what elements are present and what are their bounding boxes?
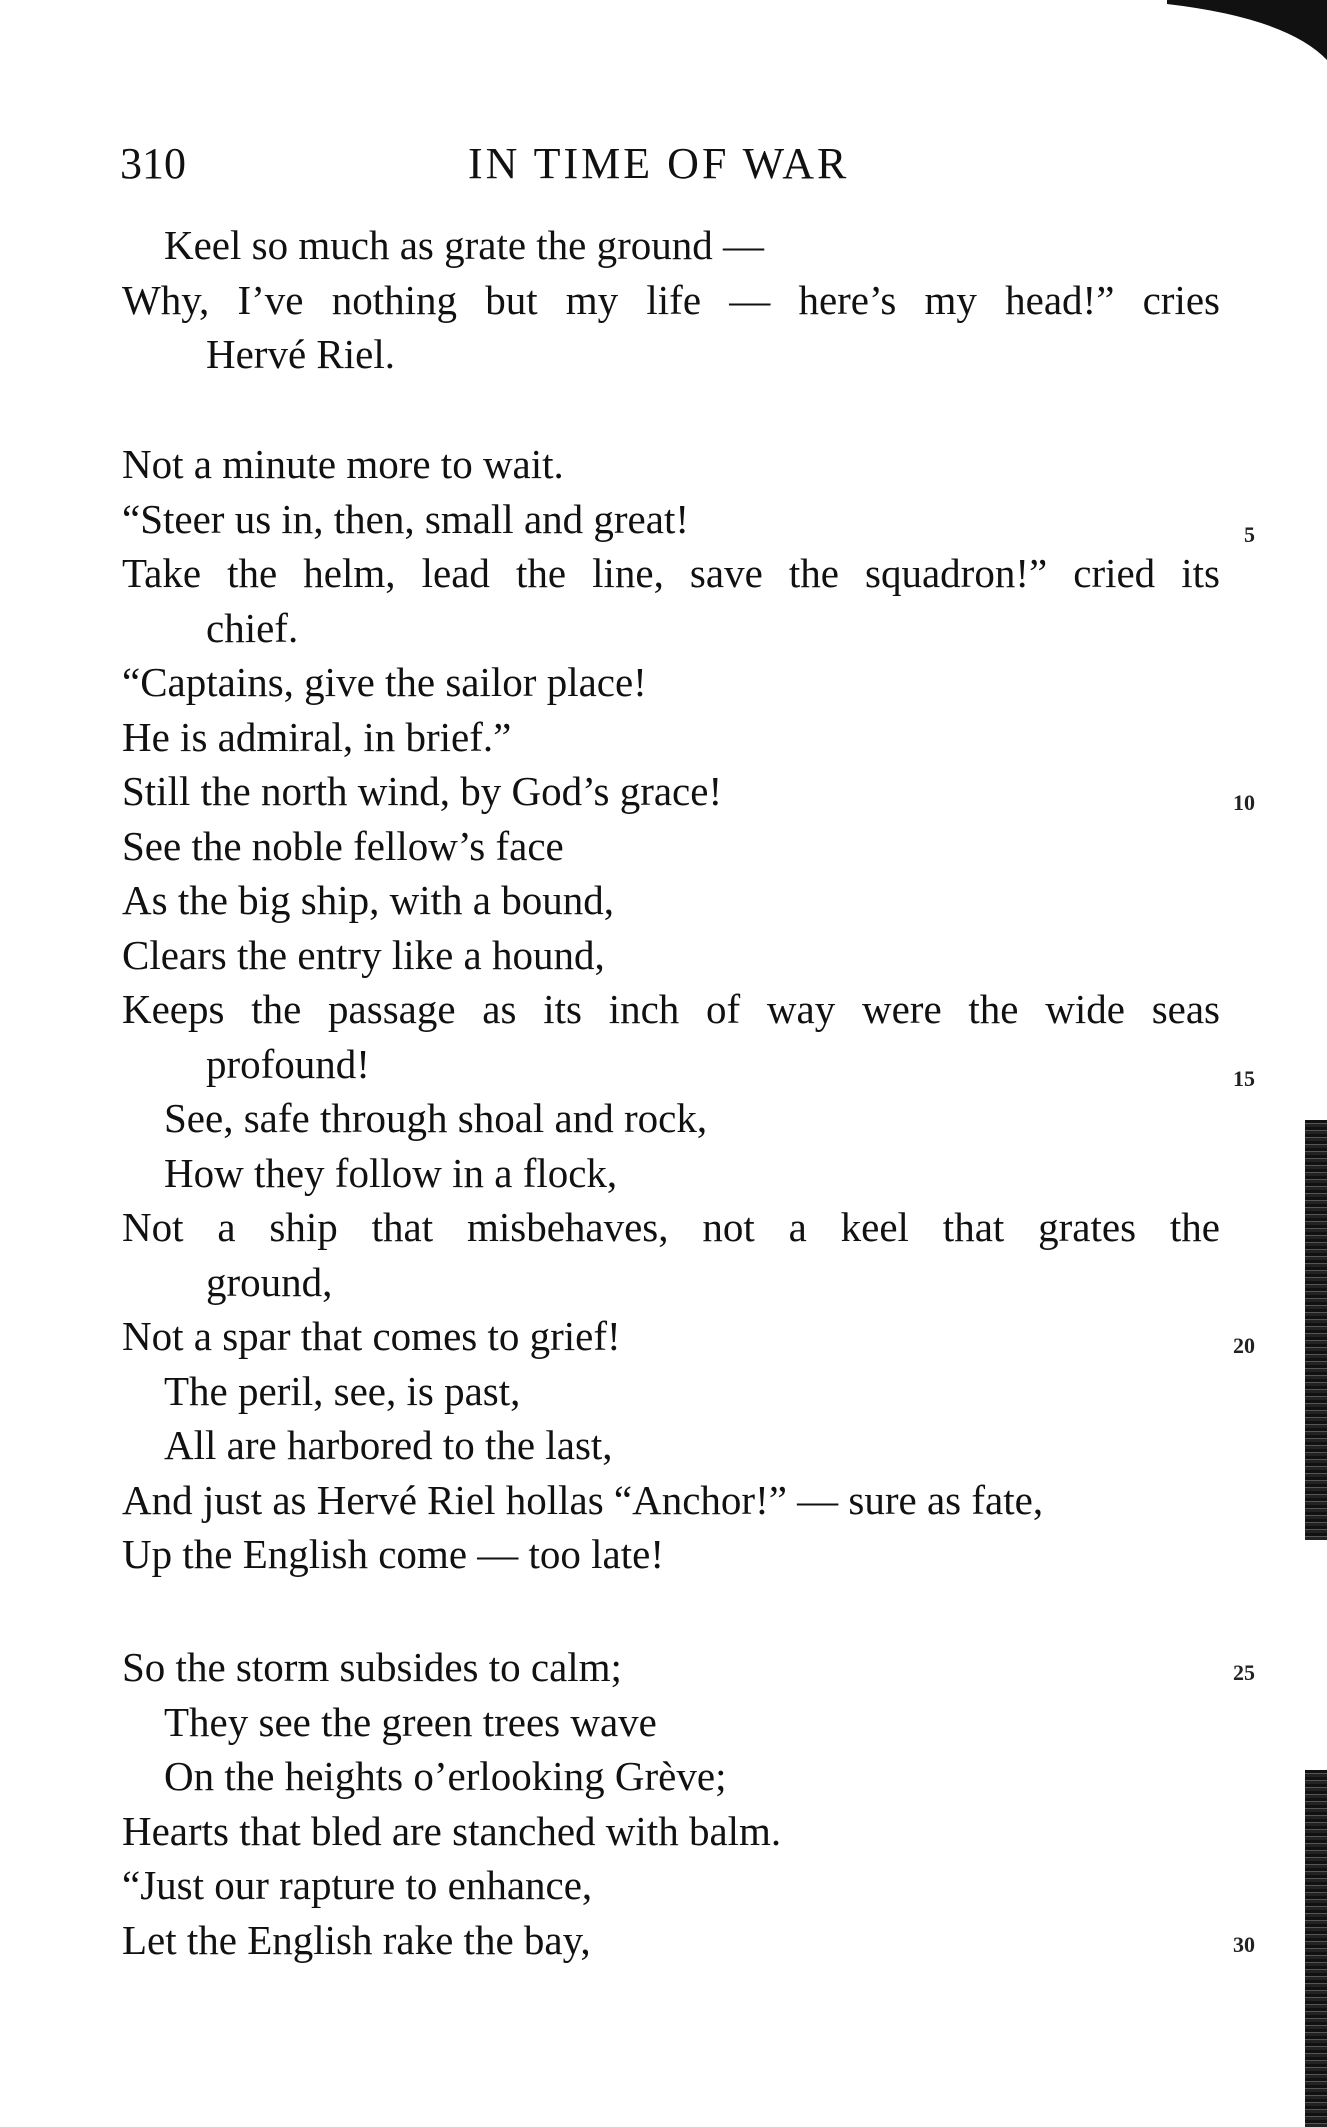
verse-line: See the noble fellow’s face (122, 822, 564, 869)
verse-line: Still the north wind, by God’s grace! (122, 768, 723, 814)
verse-line: Why, I’ve nothing but my life — here’s my head!” cries (122, 276, 1220, 323)
verse-line: “Steer us in, then, small and great! (122, 495, 689, 542)
line-number: 30 (1233, 1932, 1255, 1957)
verse-line: As the big ship, with a bound, (122, 877, 614, 923)
verse-line: ground, (206, 1258, 333, 1305)
verse-line: Not a minute more to wait. (122, 441, 564, 487)
line-number: 15 (1233, 1066, 1255, 1091)
verse-line: Keeps the passage as its inch of way were the wide seas (122, 986, 1220, 1032)
page-edge-bar (1305, 1770, 1327, 2127)
page-edge-shadow (1167, 0, 1327, 60)
page-header (0, 138, 1327, 188)
verse-line: Clears the entry like a hound, (122, 931, 605, 978)
verse-line: On the heights o’erlooking Grève; (164, 1753, 727, 1799)
verse-line: Let the English rake the bay, (122, 1916, 591, 1963)
line-number: 20 (1233, 1333, 1255, 1358)
stanza-3 (122, 1640, 1222, 1967)
verse-line: Up the English come — too late! (122, 1531, 664, 1577)
line-number: 10 (1233, 790, 1255, 815)
verse-line: See, safe through shoal and rock, (164, 1095, 708, 1141)
verse-line: “Just our rapture to enhance, (122, 1862, 593, 1908)
verse-line: How they follow in a flock, (164, 1149, 618, 1196)
line-number: 5 (1244, 522, 1255, 547)
verse-line: Keel so much as grate the ground — (164, 222, 765, 268)
verse-line: He is admiral, in brief.” (122, 713, 512, 760)
verse-line: Hervé Riel. (206, 331, 395, 377)
verse-line: “Captains, give the sailor place! (122, 659, 647, 705)
verse-line: All are harbored to the last, (164, 1422, 613, 1468)
verse-line: The peril, see, is past, (164, 1367, 521, 1414)
verse-line: Not a ship that misbehaves, not a keel that grates the (122, 1204, 1220, 1250)
verse-line: Hearts that bled are stanched with balm. (122, 1807, 782, 1854)
verse-line: Not a spar that comes to grief! (122, 1313, 621, 1359)
verse-line: So the storm subsides to calm; (122, 1644, 622, 1690)
verse-line: chief. (206, 604, 299, 651)
page-number: 310 (120, 139, 186, 188)
stanza-2 (122, 437, 1222, 1582)
verse-line: Take the helm, lead the line, save the squadron!” cried its (122, 550, 1220, 596)
page-edge-bar (1305, 1120, 1327, 1540)
line-number: 25 (1233, 1660, 1255, 1685)
verse-line: And just as Hervé Riel hollas “Anchor!” — sure as fate, (122, 1476, 1044, 1523)
running-head: IN TIME OF WAR (468, 139, 850, 188)
verse-line: profound! (206, 1040, 370, 1087)
stanza-1 (122, 218, 1222, 382)
verse-line: They see the green trees wave (164, 1698, 657, 1745)
